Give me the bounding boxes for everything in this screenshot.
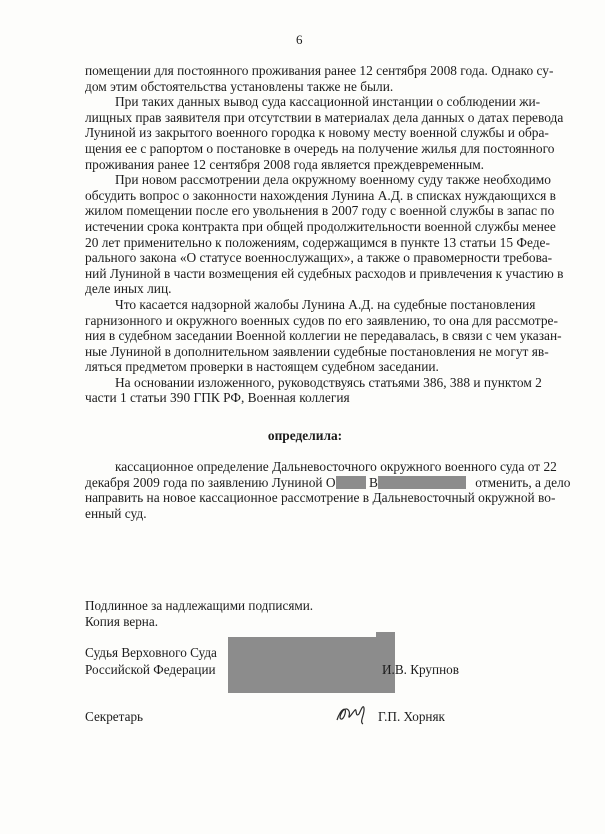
original-note: Подлинное за надлежащими подписями. — [85, 598, 314, 613]
text-fragment: декабря 2009 года по заявлению Луниной О — [85, 474, 336, 490]
ruling-paragraph — [85, 459, 571, 521]
redaction-box — [336, 476, 366, 489]
text-line: ляться предметом проверки в настоящем судебном заседании. — [85, 359, 439, 375]
secretary-title: Секретарь — [85, 709, 144, 724]
copy-note: Копия верна. — [85, 614, 159, 629]
text-line: енный суд. — [85, 505, 147, 521]
text-line: лищных прав заявителя при отсутствии в материалах дела данных о датах перевода — [85, 109, 564, 125]
page-number: 6 — [296, 32, 303, 47]
secretary-name: Г.П. Хорняк — [378, 709, 445, 724]
text-line: ния в судебном заседании Военной коллегии не передавалась, в связи с чем указан- — [85, 328, 562, 344]
text-line: истечении срока контракта при общей продолжительности военной службы менее — [85, 218, 556, 234]
document-body — [85, 63, 564, 406]
text-line: ные Луниной в дополнительном заявлении судебные постановления не могут яв- — [85, 343, 549, 359]
text-fragment: В — [368, 474, 378, 490]
redaction-box — [228, 637, 395, 693]
text-line: дом этим обстоятельства установлены также не были. — [85, 78, 394, 94]
text-line: деле иных лиц. — [85, 281, 172, 297]
text-line: жилом помещении после его увольнения в 2007 году с военной службы в запас по — [85, 203, 555, 219]
text-line: щения ее с рапортом о постановке в очередь на получение жилья для постоянного — [85, 140, 555, 156]
text-line: Что касается надзорной жалобы Лунина А.Д. на судебные постановления — [115, 296, 536, 312]
text-line: направить на новое кассационное рассмотрение в Дальневосточный окружной во- — [85, 490, 556, 506]
text-line: рального закона «О статусе военнослужащих», а также о правомерности требова- — [85, 250, 553, 266]
text-line: При таких данных вывод суда кассационной инстанции о соблюдении жи- — [115, 94, 541, 110]
judge-name: И.В. Крупнов — [382, 662, 459, 677]
ruling-heading: определила: — [267, 428, 343, 443]
text-line: На основании изложенного, руководствуясь статьями 386, 388 и пунктом 2 — [115, 374, 542, 390]
text-line: части 1 статьи 390 ГПК РФ, Военная коллегия — [85, 390, 350, 406]
text-line: помещении для постоянного проживания ранее 12 сентября 2008 года. Однако су- — [85, 63, 554, 78]
redaction-box — [376, 632, 395, 644]
text-line: Луниной из закрытого военного городка к новому месту военной службы и обра- — [85, 125, 549, 141]
text-line: обсудить вопрос о законности нахождения Лунина А.Д. в списках нуждающихся в — [85, 187, 557, 203]
text-line: 20 лет применительно к положениям, содержащимся в пункте 13 статьи 15 Феде- — [85, 234, 550, 250]
text-fragment: отменить, а дело — [475, 474, 571, 490]
redaction-box — [378, 476, 466, 489]
handwritten-signature-icon — [333, 700, 373, 728]
text-line: проживания ранее 12 сентября 2008 года является преждевременным. — [85, 156, 485, 172]
text-line: ний Луниной в части возмещения ей судебных расходов и привлечения к участию в — [85, 265, 564, 281]
judge-title-1: Судья Верховного Суда — [85, 645, 217, 660]
text-line: гарнизонного и окружного военных судов по его заявлению, то она для рассмотре- — [85, 312, 558, 328]
judge-title-2: Российской Федерации — [85, 662, 216, 677]
text-line: кассационное определение Дальневосточного окружного военного суда от 22 — [115, 459, 557, 474]
text-line: При новом рассмотрении дела окружному военному суду также необходимо — [115, 172, 551, 188]
text-line — [85, 474, 571, 491]
